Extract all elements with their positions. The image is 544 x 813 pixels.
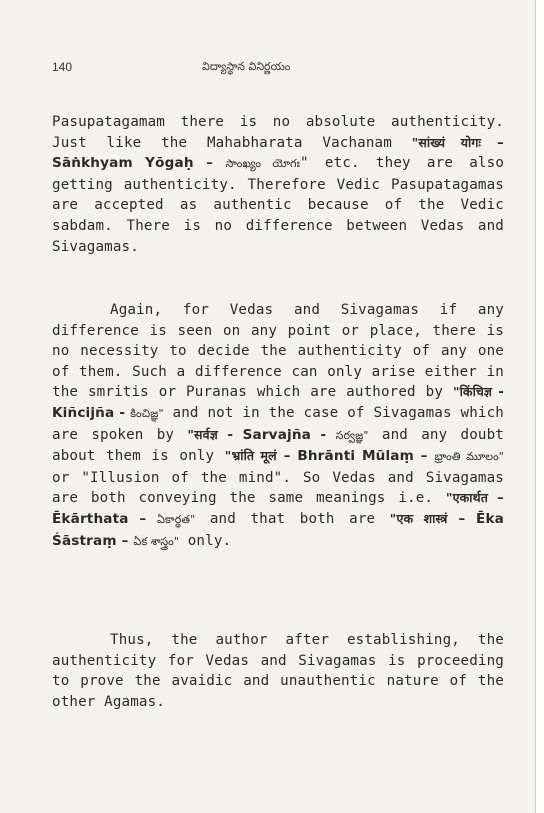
paragraph-2-text-e: and that both are <box>195 510 390 527</box>
paragraph-3 <box>52 630 504 712</box>
transliteration: – Ēkārthata – <box>52 490 504 527</box>
transliteration: - Sarvajña - <box>217 426 336 443</box>
sanskrit-term: "किंचिज्ञ <box>452 384 493 400</box>
telugu-term: భ్రాంతి మూలం" <box>434 450 505 464</box>
paragraph-2-text-c: and any doubt about them is only <box>52 426 504 465</box>
paragraph-1-text-b: etc. they are also getting authenticity. Therefore Vedic Pasupatagamas are accepted as authentic because of the Vedic sabdam. There is no difference between Vedas and Sivagamas. <box>52 155 505 255</box>
telugu-term: సాంఖ్యం యోగః <box>225 157 300 171</box>
running-title: విద్యాస్థాన వినిర్ణయం <box>202 60 291 73</box>
quote-close: " <box>300 155 309 172</box>
transliteration: – Ēka Śāstraṃ – <box>52 510 504 549</box>
page-header <box>52 60 504 82</box>
paragraph-2-text-f: only. <box>179 532 232 549</box>
transliteration: - Kiñcijña - <box>52 384 504 421</box>
sanskrit-term: "एकार्थत <box>445 490 489 506</box>
paragraph-2-text-d: or "Illusion of the mind". So Vedas and Sivagamas are both conveying the same meanings i.e. <box>52 469 504 507</box>
paragraph-2 <box>52 300 504 552</box>
telugu-term: సర్వజ్ఞ" <box>335 428 369 442</box>
paragraph-3-text: Thus, the author after establishing, the authenticity for Vedas and Sivagamas is proceeding to prove the avaidic and unauthentic nature of the other Agamas. <box>52 632 504 710</box>
sanskrit-term: सांख्यं योगः <box>418 134 482 150</box>
paragraph-2-text-a: Again, for Vedas and Sivagamas if any difference is seen on any point or place, there is no necessity to decide the authenticity of any one of them. Such a difference can only arise either in the smritis or Puranas which are authored by <box>52 302 504 401</box>
sanskrit-term: "एक शास्त्रं <box>389 510 448 526</box>
quote-open: " <box>411 134 419 150</box>
dash: – <box>481 134 504 151</box>
telugu-term: ఏక శాస్త్రం" <box>133 534 180 548</box>
telugu-term: ఏకార్థత" <box>157 512 196 526</box>
sanskrit-term: "सर्वज्ञ <box>187 426 218 442</box>
dash: – <box>193 155 226 172</box>
page-edge <box>535 0 544 813</box>
transliteration: – Bhrānti Mūlaṃ – <box>276 448 435 465</box>
sanskrit-term: "भ्रांति मूलं <box>224 448 277 464</box>
paragraph-1 <box>52 112 504 257</box>
paragraph-2-text-b: and not in the case of Sivagamas which are spoken by <box>52 404 504 443</box>
paragraph-1-text-a: Pasupatagamam there is no absolute authenticity. Just like the Mahabharata Vachanam <box>52 114 504 151</box>
telugu-term: కించిజ్ఞ" <box>130 406 164 420</box>
transliteration: Sāṅkhyam Yōgaḥ <box>52 155 194 172</box>
page-number: 140 <box>52 60 73 74</box>
